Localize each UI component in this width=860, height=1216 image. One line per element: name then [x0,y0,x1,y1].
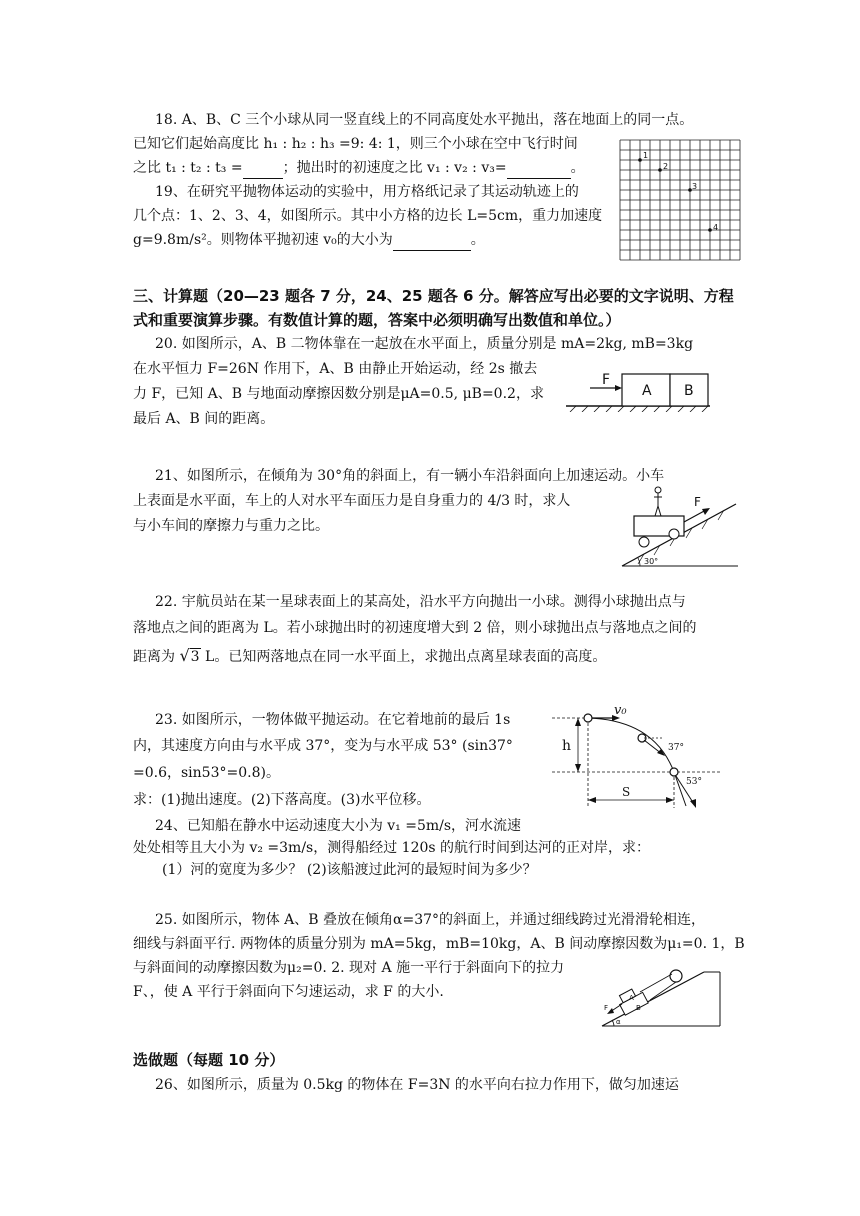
q23-label-h: h [562,738,572,754]
cart-wheel-left [639,537,649,547]
sqrt-symbol: √ [179,646,190,665]
q20-line-4: 最后 A、B 间的距离。 [133,411,275,427]
trajectory [588,718,686,806]
q26-line-1: 26、如图所示，质量为 0.5kg 的物体在 F=3N 的水平向右拉力作用下，做匀加速运 [155,1077,679,1093]
q18-line-3a: 之比 t₁ : t₂ : t₃ = [133,160,243,176]
q18-line-1: 18. A、B、C 三个小球从同一竖直线上的不同高度处水平抛出，落在地面上的同一点。 [155,112,694,128]
grid-point-2 [658,168,662,172]
q25-label-b: B [636,1004,641,1012]
grid-label-4: 4 [713,223,719,232]
q25-label-f: F [604,1004,609,1012]
q18-line-3c: 。 [570,160,585,176]
q19-blank [393,230,471,251]
ball-end [670,768,678,776]
q23-label-37: 37° [668,743,684,753]
q25-label-a: A [629,994,634,1002]
q25-force-arrow-icon [607,1008,614,1014]
q21-line-3: 与小车间的摩擦力与重力之比。 [133,518,329,534]
q19-line-3a: g=9.8m/s²。则物体平抛初速 v₀的大小为 [133,232,393,248]
q21-figure [618,484,742,570]
q19-line-3 [133,230,485,251]
q18-line-2: 已知它们起始高度比 h₁ : h₂ : h₃ =9: 4: 1，则三个小球在空中飞行时间 [133,136,578,152]
q21-line-2: 上表面是水平面，车上的人对水平车面压力是自身重力的 4/3 时，求人 [133,493,571,509]
cart-wheel-right [669,529,679,539]
q25-figure [600,958,724,1030]
q23-line-4: 求：(1)抛出速度。(2)下落高度。(3)水平位移。 [133,792,431,808]
q25-line-1: 25. 如图所示，物体 A、B 叠放在倾角α=37°的斜面上，并通过细线跨过光滑滑轮相连， [155,912,706,928]
q24-line-2: 处处相等且大小为 v₂ =3m/s，测得船经过 120s 的航行时间到达河的正对岸，求： [133,840,651,856]
grid-label-1: 1 [643,151,649,160]
q23-line-2: 内，其速度方向由与水平成 37°，变为与水平成 53° (sin37° [133,738,513,754]
q22-line-3 [133,646,606,667]
q20-label-b: B [684,383,694,399]
q25-line-3: 与斜面间的动摩擦因数为μ₂=0. 2. 现对 A 施一平行于斜面向下的拉力 [133,960,565,976]
grid-label-2: 2 [663,162,669,171]
q18-blank-1 [243,158,283,179]
q20-line-3: 力 F，已知 A、B 与地面动摩擦因数分别是μA=0.5, μB=0.2，求 [133,386,544,402]
q21-label-f: F [694,495,701,509]
q20-label-f: F [602,372,611,388]
q20-line-2: 在水平恒力 F=26N 作用下，A、B 由静止开始运动，经 2s 撤去 [133,361,538,377]
q22-line-3a: 距离为 [133,649,175,665]
sqrt-value: 3 [190,649,200,665]
q25-line-2: 细线与斜面平行. 两物体的质量分别为 mA=5kg，mB=10kg，A、B 间动摩擦因数为μ₁=0. 1，B [133,936,745,952]
section3-heading-2: 式和重要演算步骤。有数值计算的题，答案中必须明确写出数值和单位。） [133,311,621,329]
q19-line-1: 19、在研究平抛物体运动的实验中，用方格纸记录了其运动轨迹上的 [155,184,579,200]
final-velocity-arrow-icon [690,799,696,808]
grid-point-4 [708,228,712,232]
q22-line-1: 22. 宇航员站在某一星球表面上的某高处，沿水平方向抛出一小球。测得小球抛出点与 [155,594,686,610]
grid-figure [618,138,742,262]
q18-line-3b: ；抛出时的初速度之比 v₁ : v₂ : v₃= [282,160,507,176]
q18-line-3 [133,158,585,179]
pulley [670,970,682,982]
q23-label-53: 53° [686,777,702,787]
q24-line-1: 24、已知船在静水中运动速度大小为 v₁ =5m/s，河水流速 [155,818,522,834]
grid-label-3: 3 [692,182,698,191]
q21-line-1: 21、如图所示，在倾角为 30°角的斜面上，有一辆小车沿斜面向上加速运动。小车 [155,468,665,484]
q19-line-2: 几个点：1、2、3、4，如图所示。其中小方格的边长 L=5cm，重力加速度 [133,208,603,224]
q25-label-alpha: α [616,1018,621,1026]
force-arrow-icon [615,385,622,391]
q20-label-a: A [642,383,652,399]
q23-label-v0: v₀ [614,703,627,718]
q23-line-3: =0.6，sin53°=0.8)。 [133,765,280,781]
q23-figure [544,700,728,812]
q25-line-4: F、，使 A 平行于斜面向下匀速运动，求 F 的大小. [133,984,444,1000]
ball-start [584,714,592,722]
optional-heading: 选做题（每题 10 分） [133,1051,285,1069]
q20-figure [560,366,720,412]
person-icon [654,487,662,516]
section3-heading-1: 三、计算题（20—23 题各 7 分，24、25 题各 6 分。解答应写出必要的文字说明、方程 [133,287,734,305]
q20-line-1: 20. 如图所示，A、B 二物体靠在一起放在水平面上，质量分别是 mA=2kg, mB=3kg [155,336,694,352]
q23-label-s: S [622,785,631,799]
grid-point-1 [638,158,642,162]
q19-line-3b: 。 [470,232,485,248]
q18-blank-2 [507,158,571,179]
q23-line-1: 23. 如图所示，一物体做平抛运动。在它着地前的最后 1s [155,712,511,728]
q22-line-3b: L。已知两落地点在同一水平面上，求抛出点离星球表面的高度。 [205,649,607,665]
q21-label-angle: 30° [644,557,659,566]
q24-line-3: (1）河的宽度为多少？ (2)该船渡过此河的最短时间为多少？ [162,862,537,878]
q22-line-2: 落地点之间的距离为 L。若小球抛出时的初速度增大到 2 倍，则小球抛出点与落地点之间的 [133,620,697,636]
